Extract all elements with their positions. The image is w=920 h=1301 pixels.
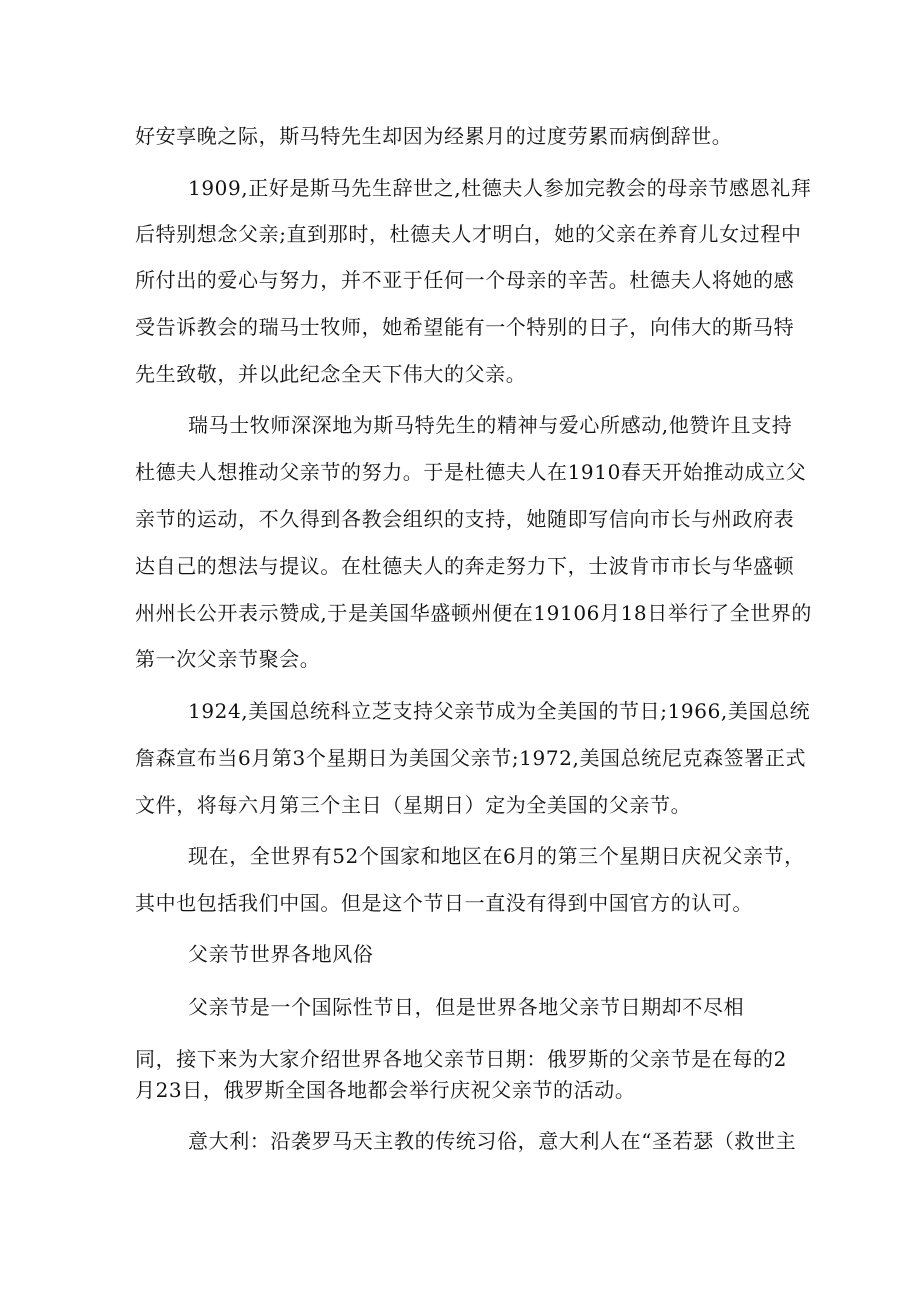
text-line: 后特别想念父亲;直到那时，杜德夫人才明白，她的父亲在养育儿女过程中	[135, 222, 802, 246]
text-line: 州州长公开表示赞成,于是美国华盛顿州便在19106月18日举行了全世界的	[135, 601, 813, 625]
text-line: 意大利：沿袭罗马天主教的传统习俗，意大利人在“圣若瑟（救世主	[188, 1129, 797, 1153]
section-heading-text: 父亲节世界各地风俗	[188, 942, 374, 966]
text-line: 杜德夫人想推动父亲节的努力。于是杜德夫人在1910春天开始推动成立父	[135, 460, 807, 484]
text-line: 好安享晚之际，斯马特先生却因为经累月的过度劳累而病倒辞世。	[135, 124, 733, 148]
text-line: 亲节的运动，不久得到各教会组织的支持，她随即写信向市长与州政府表	[135, 507, 795, 531]
text-line: 所付出的爱心与努力，并不亚于任何一个母亲的辛苦。杜德夫人将她的感	[135, 268, 795, 292]
text-line: 同，接下来为大家介绍世界各地父亲节日期：俄罗斯的父亲节是在每的2	[135, 1047, 787, 1071]
text-line: 月23日，俄罗斯全国各地都会举行庆祝父亲节的活动。	[135, 1078, 636, 1102]
text-line: 现在，全世界有52个国家和地区在6月的第三个星期日庆祝父亲节，	[188, 844, 805, 868]
text-line: 文件，将每六月第三个主日（星期日）定为全美国的父亲节。	[135, 793, 692, 817]
text-line: 瑞马士牧师深深地为斯马特先生的精神与爱心所感动,他赞许且支持	[188, 413, 793, 437]
text-line: 第一次父亲节聚会。	[135, 647, 321, 671]
text-line: 达自己的想法与提议。在杜德夫人的奔走努力下，士波肯市市长与华盛顿	[135, 554, 795, 578]
text-line: 詹森宣布当6月第3个星期日为美国父亲节;1972,美国总统尼克森签署正式	[135, 746, 807, 770]
text-line: 父亲节是一个国际性节日，但是世界各地父亲节日期却不尽相	[188, 995, 745, 1019]
text-line: 1924,美国总统科立芝支持父亲节成为全美国的节日;1966,美国总统	[188, 699, 811, 723]
text-line: 受告诉教会的瑞马士牧师，她希望能有一个特别的日子，向伟大的斯马特	[135, 315, 795, 339]
text-line: 先生致敬，并以此纪念全天下伟大的父亲。	[135, 362, 527, 386]
text-line: 1909,正好是斯马先生辞世之,杜德夫人参加完教会的母亲节感恩礼拜	[188, 176, 812, 200]
text-line: 其中也包括我们中国。但是这个节日一直没有得到中国官方的认可。	[135, 891, 753, 915]
